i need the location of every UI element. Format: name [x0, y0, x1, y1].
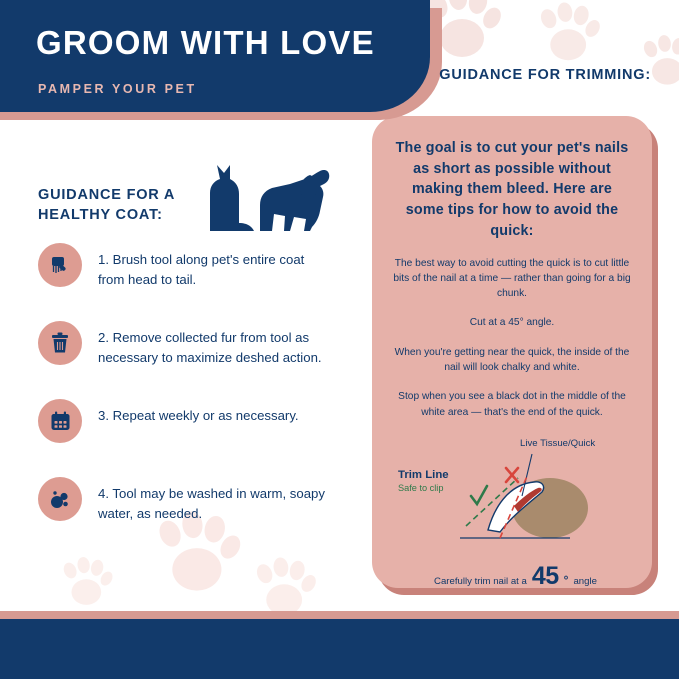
bubbles-icon — [38, 477, 82, 521]
angle-note-suffix: angle — [573, 575, 597, 587]
step-text: 3. Repeat weekly or as necessary. — [98, 408, 299, 423]
trimming-paragraph: The best way to avoid cutting the quick is to cut little bits of the nail at a time — rather than going for a big chunk. — [393, 257, 631, 300]
angle-note-prefix: Carefully trim nail at a — [434, 575, 527, 587]
trimming-lead-text: The goal is to cut your pet's nails as short as possible without making them bleed. Here are some tips for how to avoid the quick: — [395, 140, 629, 239]
nail-trim-diagram — [392, 434, 632, 594]
list-item — [38, 321, 358, 377]
step-text: 1. Brush tool along pet's entire coat from head to tail. — [98, 252, 305, 287]
calendar-icon — [38, 399, 82, 443]
trimming-paragraph: Stop when you see a black dot in the middle of the white area — that's the end of the quick. — [398, 391, 626, 418]
trimming-section-heading: GUIDANCE FOR TRIMMING: — [439, 67, 651, 83]
healthy-coat-section — [0, 115, 372, 615]
healthy-coat-heading: GUIDANCE FOR A HEALTHY COAT: — [38, 187, 175, 224]
list-item — [38, 399, 358, 455]
page-title: GROOM WITH LOVE — [36, 24, 375, 61]
trim-line-sublabel: Safe to clip — [398, 482, 444, 493]
angle-degree-symbol: ° — [563, 572, 569, 587]
step-text: 2. Remove collected fur from tool as necessary to maximize deshed action. — [98, 330, 322, 365]
live-tissue-label: Live Tissue/Quick — [520, 437, 596, 449]
page-subtitle: PAMPER YOUR PET — [38, 82, 197, 96]
trash-icon — [38, 321, 82, 365]
trimming-paragraph: Cut at a 45° angle. — [469, 317, 555, 329]
paw-print-icon — [534, 2, 604, 68]
angle-value: 45 — [531, 561, 559, 590]
list-item — [38, 477, 358, 533]
angle-note — [408, 562, 623, 591]
trim-line-label: Trim Line — [398, 468, 449, 481]
list-item — [38, 243, 358, 299]
steps-list — [38, 243, 358, 555]
brush-icon — [38, 243, 82, 287]
trimming-panel — [372, 116, 652, 588]
trimming-paragraph: When you're getting near the quick, the inside of the nail will look chalky and white. — [394, 346, 630, 374]
footer-band — [0, 619, 679, 679]
step-text: 4. Tool may be washed in warm, soapy water, as needed. — [98, 486, 325, 521]
